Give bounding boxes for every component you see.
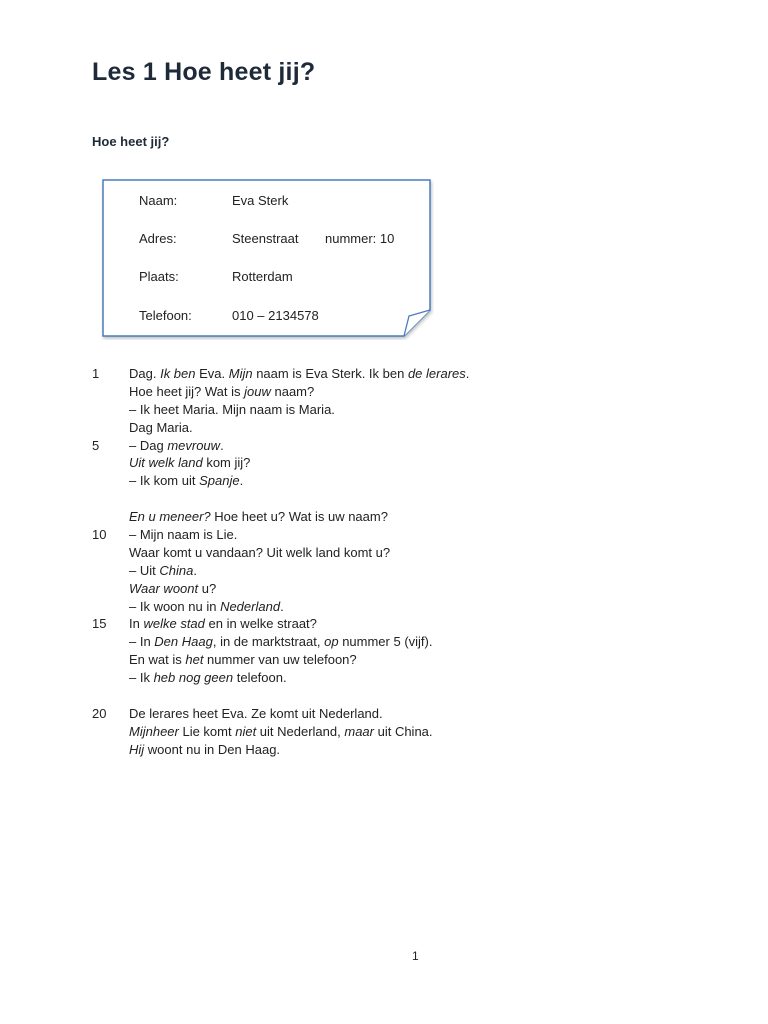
dialog-line — [92, 490, 692, 508]
line-text: En u meneer? Hoe heet u? Wat is uw naam? — [129, 509, 388, 525]
dialog-line — [92, 687, 692, 705]
line-text: – Ik heb nog geen telefoon. — [129, 670, 287, 686]
dialog-line — [92, 705, 692, 723]
line-text: Dag. Ik ben Eva. Mijn naam is Eva Sterk. Ik ben de lerares. — [129, 366, 470, 381]
line-text: Waar woont u? — [129, 580, 217, 596]
dialog-line — [92, 472, 692, 490]
dialog-text — [92, 365, 692, 759]
line-text: Hoe heet jij? Wat is jouw naam? — [129, 383, 315, 399]
line-text: Mijnheer Lie komt niet uit Nederland, maar uit China. — [129, 723, 433, 739]
dialog-line — [92, 580, 692, 598]
dialog-line — [92, 365, 692, 383]
dialog-line — [92, 508, 692, 526]
dialog-line — [92, 615, 692, 633]
section-heading: Hoe heet jij? — [92, 134, 170, 149]
line-text: – Dag mevrouw. — [129, 437, 224, 453]
dialog-line — [92, 723, 692, 741]
dialog-line — [92, 419, 692, 437]
card-label: Telefoon: — [139, 308, 192, 323]
id-card — [100, 178, 434, 340]
card-value: Rotterdam — [232, 269, 293, 284]
dialog-line — [92, 454, 692, 472]
page-title: Les 1 Hoe heet jij? — [92, 58, 316, 86]
card-extra: nummer: 10 — [325, 231, 395, 246]
card-label: Plaats: — [139, 269, 179, 284]
line-text: – Mijn naam is Lie. — [129, 527, 238, 543]
card-label: Naam: — [139, 193, 178, 208]
dialog-line — [92, 669, 692, 687]
card-value: Eva Sterk — [232, 193, 289, 208]
dialog-line — [92, 437, 692, 455]
line-number: 15 — [92, 616, 107, 632]
card-value: Steenstraat — [232, 231, 299, 246]
line-number: 5 — [92, 437, 100, 453]
line-text: – Uit China. — [129, 562, 197, 578]
dialog-line — [92, 401, 692, 419]
line-text: Uit welk land kom jij? — [129, 455, 251, 471]
line-text: Hij woont nu in Den Haag. — [129, 741, 281, 757]
card-label: Adres: — [139, 231, 177, 246]
line-text: – In Den Haag, in de marktstraat, op nummer 5 (vijf). — [129, 634, 433, 650]
dialog-line — [92, 598, 692, 616]
line-text: In welke stad en in welke straat? — [129, 616, 317, 632]
page-number: 1 — [412, 949, 419, 963]
line-text: En wat is het nummer van uw telefoon? — [129, 652, 357, 668]
line-text: Waar komt u vandaan? Uit welk land komt u? — [129, 544, 391, 560]
line-text: Dag Maria. — [129, 419, 193, 435]
dialog-line — [92, 383, 692, 401]
dialog-line — [92, 544, 692, 562]
line-text: – Ik heet Maria. Mijn naam is Maria. — [129, 401, 335, 417]
line-text: – Ik woon nu in Nederland. — [129, 598, 284, 614]
line-text: – Ik kom uit Spanje. — [129, 473, 244, 489]
card-value: 010 – 2134578 — [232, 308, 319, 323]
line-text: De lerares heet Eva. Ze komt uit Nederland. — [129, 705, 383, 721]
line-number: 20 — [92, 705, 107, 721]
line-number: 10 — [92, 527, 107, 543]
dialog-line — [92, 633, 692, 651]
dialog-line — [92, 741, 692, 759]
dialog-line — [92, 651, 692, 669]
line-number: 1 — [92, 366, 100, 381]
dialog-line — [92, 562, 692, 580]
dialog-line — [92, 526, 692, 544]
